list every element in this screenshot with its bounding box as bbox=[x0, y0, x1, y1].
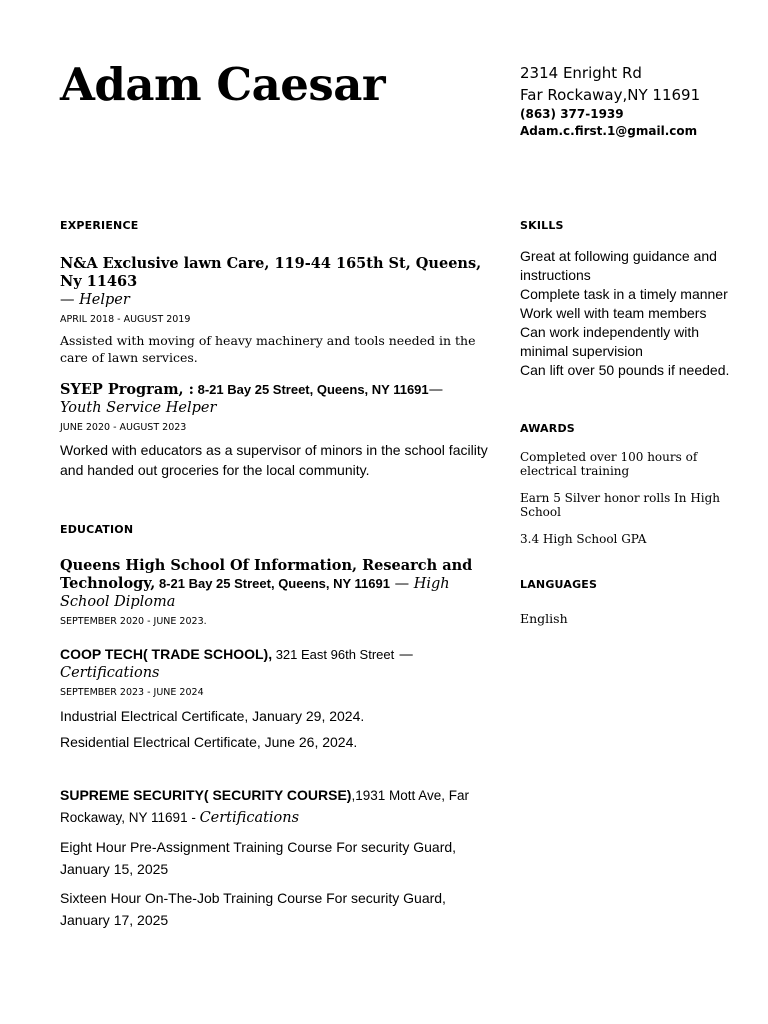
entry-dates: JUNE 2020 - AUGUST 2023 bbox=[60, 422, 187, 433]
awards-list bbox=[520, 450, 735, 546]
language-item: English bbox=[520, 611, 568, 626]
entry-credential: Certifications bbox=[60, 665, 160, 681]
address-line-2: Far Rockaway,NY 11691 bbox=[520, 86, 701, 104]
skill-item: Great at following guidance and instructions bbox=[520, 248, 717, 283]
entry-credential: Certifications bbox=[199, 810, 300, 826]
entry-address: 321 East 96th Street bbox=[272, 647, 395, 662]
main-column bbox=[60, 219, 488, 931]
award-item: Completed over 100 hours of electrical training bbox=[520, 450, 698, 478]
entry-title bbox=[60, 784, 488, 829]
entry-credential: High School Diploma bbox=[60, 576, 450, 610]
award-item: Earn 5 Silver honor rolls In High School bbox=[520, 491, 721, 519]
entry-role: Helper bbox=[79, 292, 130, 308]
entry-dates: SEPTEMBER 2023 - JUNE 2024 bbox=[60, 687, 204, 698]
entry-separator: — bbox=[389, 576, 414, 592]
languages-list bbox=[520, 611, 735, 627]
entry-org: N&A Exclusive lawn Care, 119-44 165th St, Queens, Ny 11463 bbox=[60, 255, 482, 290]
skills-list bbox=[520, 247, 735, 380]
skill-item: Work well with team members bbox=[520, 305, 707, 321]
entry-title bbox=[60, 557, 488, 611]
certificate-item: Residential Electrical Certificate, June 26, 2024. bbox=[60, 734, 358, 750]
skill-item: Can lift over 50 pounds if needed. bbox=[520, 362, 730, 378]
entry-title bbox=[60, 645, 488, 682]
education-heading: EDUCATION bbox=[60, 523, 134, 536]
entry-address: ,1931 Mott Ave, Far Rockaway, NY 11691 - bbox=[60, 788, 470, 825]
entry-org: SUPREME SECURITY( SECURITY COURSE) bbox=[60, 787, 352, 803]
certificate-item: Eight Hour Pre-Assignment Training Course For security Guard, January 15, 2025 bbox=[60, 839, 457, 877]
education-entry bbox=[60, 784, 488, 931]
entry-description: Assisted with moving of heavy machinery and tools needed in the care of lawn services. bbox=[60, 333, 476, 365]
entry-org: COOP TECH( TRADE SCHOOL), bbox=[60, 646, 273, 662]
award-item: 3.4 High School GPA bbox=[520, 532, 647, 546]
experience-entry bbox=[60, 381, 488, 480]
entry-separator: — bbox=[428, 382, 444, 398]
certificate-item: Sixteen Hour On-The-Job Training Course For security Guard, January 17, 2025 bbox=[60, 890, 446, 928]
entry-dates: SEPTEMBER 2020 - JUNE 2023. bbox=[60, 616, 207, 627]
entry-separator: — bbox=[60, 292, 80, 308]
address-line-1: 2314 Enright Rd bbox=[520, 64, 642, 82]
languages-heading: LANGUAGES bbox=[520, 578, 598, 591]
education-entry bbox=[60, 645, 488, 752]
skill-item: Complete task in a timely manner bbox=[520, 286, 728, 302]
entry-separator: — bbox=[394, 647, 414, 663]
experience-entry bbox=[60, 255, 488, 366]
skill-item: Can work independently with minimal supervision bbox=[520, 324, 699, 359]
skills-heading: SKILLS bbox=[520, 219, 564, 232]
entry-dates: APRIL 2018 - AUGUST 2019 bbox=[60, 314, 191, 325]
entry-org: Queens High School Of Information, Research and Technology, bbox=[60, 557, 473, 592]
email-address: Adam.c.first.1@gmail.com bbox=[520, 124, 698, 138]
contact-block bbox=[520, 62, 760, 140]
entry-title bbox=[60, 381, 488, 417]
entry-address: 8-21 Bay 25 Street, Queens, NY 11691 bbox=[155, 576, 390, 591]
candidate-name: Adam Caesar bbox=[60, 58, 386, 111]
entry-address: 8-21 Bay 25 Street, Queens, NY 11691 bbox=[194, 382, 429, 397]
certificate-item: Industrial Electrical Certificate, January 29, 2024. bbox=[60, 708, 365, 724]
entry-description: Worked with educators as a supervisor of minors in the school facility and handed out groceries for the local community. bbox=[60, 442, 488, 478]
entry-title bbox=[60, 255, 488, 309]
experience-heading: EXPERIENCE bbox=[60, 219, 139, 232]
entry-role: Youth Service Helper bbox=[60, 400, 217, 416]
side-column bbox=[520, 219, 735, 627]
education-entry bbox=[60, 557, 488, 628]
phone-number: (863) 377-1939 bbox=[520, 107, 624, 121]
awards-heading: AWARDS bbox=[520, 422, 575, 435]
entry-org: SYEP Program, : bbox=[60, 381, 195, 398]
